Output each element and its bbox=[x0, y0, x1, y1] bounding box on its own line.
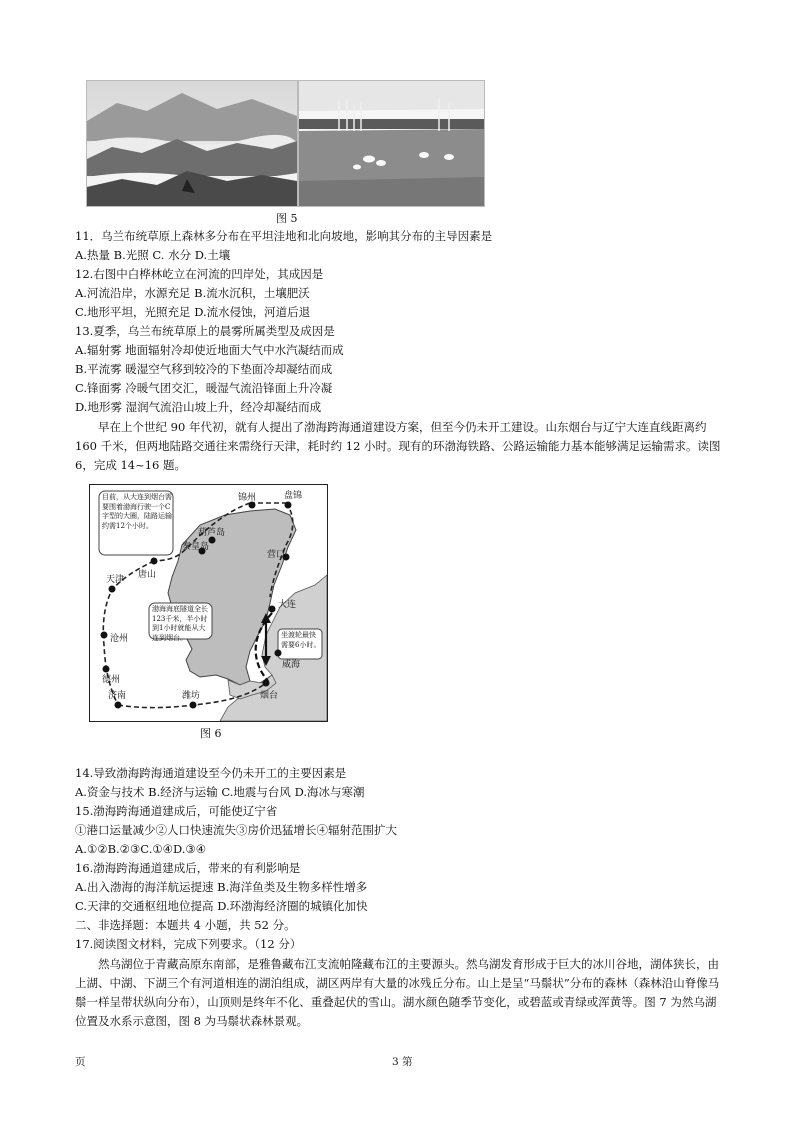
q13-option-b: B.平流雾 暖湿空气移到较冷的下垫面冷却凝结而成 bbox=[75, 362, 333, 376]
city-tianjin: 天津 bbox=[106, 575, 125, 585]
city-jinan: 济南 bbox=[108, 691, 127, 701]
mist-mountains-photo bbox=[86, 80, 298, 207]
grassland-birch-photo bbox=[298, 80, 485, 207]
callout-ferry: 坐渡轮最快需要6小时。 bbox=[281, 631, 321, 649]
q17-material: 然乌湖位于青藏高原东南部，是雅鲁藏布江支流帕隆藏布江的主要源头。然乌湖发育形成于巨大的冰川谷地，湖体狭长，由上湖、中湖、下湖三个有河道相连的湖泊组成，湖区两岸有大量的冰残丘分布。山上是呈“马鬃状”分布的森林（森林沿山脊像马鬃一样呈带状纵向分布），山顶则是终年不化、重叠起伏的雪山。湖水颜色随季节变化，或碧蓝或青绿或浑黄等。图 7 为然乌湖位置及水系示意图，图 8 为马鬃状森林景观。 bbox=[75, 957, 720, 1028]
bohai-map bbox=[89, 484, 328, 722]
q16-options-2: C.天津的交通枢纽地位提高 D.环渤海经济圈的城镇化加快 bbox=[75, 899, 368, 913]
footer-page: 3 第 bbox=[392, 1056, 413, 1068]
city-cangzhou: 沧州 bbox=[110, 634, 129, 644]
city-huludao: 葫芦岛 bbox=[198, 528, 226, 538]
q14-stem: 14.导致渤海跨海通道建设至今仍未开工的主要因素是 bbox=[75, 766, 347, 780]
q11-options: A.热量 B.光照 C. 水分 D.土壤 bbox=[75, 248, 231, 262]
q13-option-c: C.锋面雾 冷暖气团交汇，暖湿气流沿锋面上升冷凝 bbox=[75, 381, 333, 395]
callout-tunnel: 渤海海底隧道全长123千米，半小时到1小时就能从大连到烟台。 bbox=[152, 605, 208, 642]
q17-stem: 17.阅读图文材料，完成下列要求。（12 分） bbox=[75, 937, 302, 951]
q16-stem: 16.渤海跨海通道建成后，带来的有利影响是 bbox=[75, 861, 301, 875]
q15-items: ①港口运量减少②人口快速流失③房价迅猛增长④辐射范围扩大 bbox=[75, 823, 397, 837]
section-2-heading: 二、非选择题：本题共 4 小题，共 52 分。 bbox=[75, 918, 296, 932]
figure5-caption: 图 5 bbox=[276, 212, 298, 225]
q12-options-1: A.河流沿岸，水源充足 B.流水沉积，土壤肥沃 bbox=[75, 286, 310, 300]
figure6-caption: 图 6 bbox=[200, 727, 222, 740]
city-qinhuangdao: 秦皇岛 bbox=[182, 542, 210, 552]
city-weihai: 威海 bbox=[282, 660, 301, 670]
q16-options-1: A.出入渤海的海洋航运提速 B.海洋鱼类及生物多样性增多 bbox=[75, 880, 368, 894]
city-panjin: 盘锦 bbox=[284, 491, 303, 501]
city-jinzhou: 锦州 bbox=[238, 493, 257, 503]
city-tangshan: 唐山 bbox=[138, 570, 157, 580]
city-dalian: 大连 bbox=[278, 600, 297, 610]
q11-stem: 11．乌兰布统草原上森林多分布在平坦洼地和北向坡地，影响其分布的主导因素是 bbox=[75, 229, 493, 243]
q13-stem: 13.夏季，乌兰布统草原上的晨雾所属类型及成因是 bbox=[75, 324, 335, 338]
callout-land-route: 目前，从大连到烟台需要围着渤海行驶一个C字型的大圈，陆路运输约需12个小时。 bbox=[102, 493, 172, 530]
q13-option-d: D.地形雾 湿润气流沿山坡上升，经冷却凝结而成 bbox=[75, 400, 322, 414]
q12-options-2: C.地形平坦，光照充足 D.流水侵蚀，河道后退 bbox=[75, 305, 311, 319]
q13-option-a: A.辐射雾 地面辐射冷却使近地面大气中水汽凝结而成 bbox=[75, 343, 344, 357]
city-yingkou: 营口 bbox=[267, 550, 286, 560]
q15-options: A.①②B.②③C.①④D.③④ bbox=[75, 842, 207, 856]
intro-14-16: 早在上个世纪 90 年代初，就有人提出了渤海跨海通道建设方案，但至今仍未开工建设。山东烟台与辽宁大连直线距离约 160 千米，但两地陆路交通往来需绕行天津，耗时约 12 小时。现有的环渤海铁路、公路运输能力基本能够满足运输需求。读图 6，完成 14~16 题。 bbox=[75, 420, 721, 472]
q14-options: A.资金与技术 B.经济与运输 C.地震与台风 D.海冰与寒潮 bbox=[75, 785, 365, 799]
city-weifang: 潍坊 bbox=[182, 691, 201, 701]
footer-left: 页 bbox=[75, 1056, 86, 1068]
q15-stem: 15.渤海跨海通道建成后，可能使辽宁省 bbox=[75, 804, 278, 818]
q12-stem: 12.右图中白桦林屹立在河流的凹岸处，其成因是 bbox=[75, 267, 324, 281]
city-yantai: 烟台 bbox=[260, 691, 279, 701]
city-dezhou: 德州 bbox=[102, 675, 121, 685]
